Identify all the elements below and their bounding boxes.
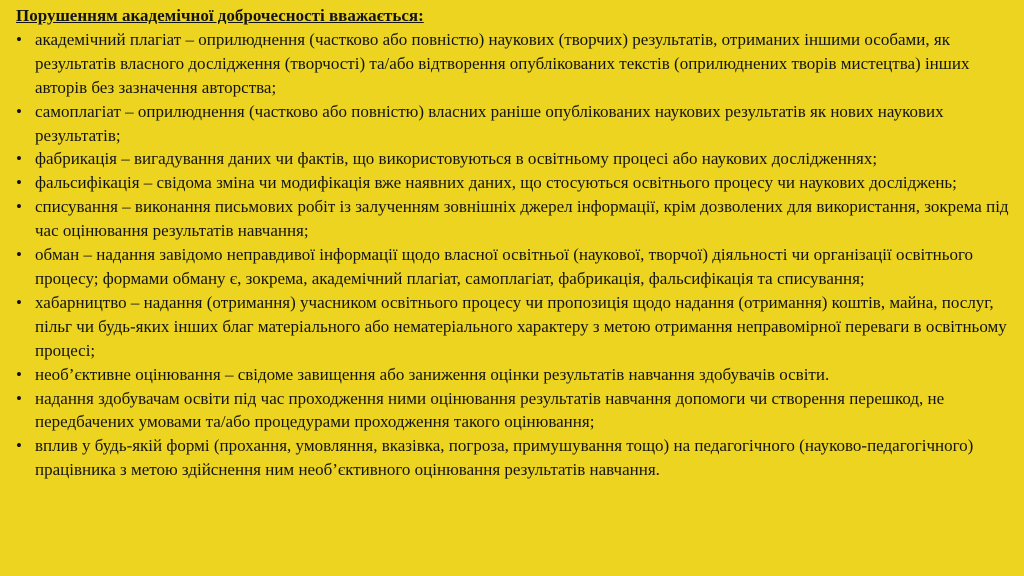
list-item-text: вплив у будь-якій формі (прохання, умовляння, вказівка, погроза, примушування тощо) на педагогічного (науково-педагогічного) працівника з метою здійснення ним необ’єктивного оцінювання результатів навчання. <box>35 436 974 480</box>
bullet-icon: • <box>16 436 22 456</box>
slide-title: Порушенням академічної доброчесності вважається: <box>16 6 424 25</box>
violations-list <box>16 28 1010 482</box>
list-item <box>16 171 1010 195</box>
list-item-text: надання здобувачам освіти під час проходження ними оцінювання результатів навчання допомоги чи створення перешкод, не передбачених умовами та/або процедурами проходження такого оцінювання; <box>35 388 945 432</box>
list-item-text: фальсифікація – свідома зміна чи модифікація вже наявних даних, що стосуються освітнього процесу чи наукових досліджень; <box>35 173 957 193</box>
list-item <box>16 387 1010 435</box>
list-item-text: фабрикація – вигадування даних чи фактів, що використовуються в освітньому процесі або наукових дослідженнях; <box>35 149 878 169</box>
bullet-icon: • <box>16 197 22 217</box>
list-item <box>16 28 1010 100</box>
bullet-icon: • <box>16 101 22 121</box>
list-item <box>16 434 1010 482</box>
list-item-text: обман – надання завідомо неправдивої інформації щодо власної освітньої (наукової, творчої) діяльності чи організації освітнього процесу; формами обману є, зокрема, академічний плагіат, самоплагіат, фабрикація, фальсифікація та списування; <box>35 245 974 288</box>
list-item-text: списування – виконання письмових робіт із залученням зовнішніх джерел інформації, крім дозволених для використання, зокрема під час оцінювання результатів навчання; <box>35 197 1009 241</box>
bullet-icon: • <box>16 292 22 312</box>
list-item-text: самоплагіат – оприлюднення (частково або повністю) власних раніше опублікованих наукових результатів як нових наукових результатів; <box>35 101 944 145</box>
list-item-text: необ’єктивне оцінювання – свідоме завищення або заниження оцінки результатів навчання здобувачів освіти. <box>35 364 830 384</box>
bullet-icon: • <box>16 149 22 169</box>
bullet-icon: • <box>16 29 22 49</box>
list-item <box>16 147 1010 171</box>
list-item <box>16 100 1010 148</box>
list-item <box>16 195 1010 243</box>
list-item-text: академічний плагіат – оприлюднення (частково або повністю) наукових (творчих) результатів, отриманих іншими особами, як результатів власного дослідження (творчості) та/або відтворення опублікованих текстів (оприлюднених творів мистецтва) інших авторів без зазначення авторства; <box>35 29 970 97</box>
list-item <box>16 363 1010 387</box>
list-item <box>16 291 1010 363</box>
bullet-icon: • <box>16 173 22 193</box>
bullet-icon: • <box>16 388 22 408</box>
bullet-icon: • <box>16 364 22 384</box>
list-item-text: хабарництво – надання (отримання) учасником освітнього процесу чи пропозиція щодо надання (отримання) коштів, майна, послуг, пільг чи будь-яких інших благ матеріального або нематеріального характеру з метою отримання неправомірної переваги в освітньому процесі; <box>35 292 1007 360</box>
list-item <box>16 243 1010 291</box>
bullet-icon: • <box>16 245 22 265</box>
